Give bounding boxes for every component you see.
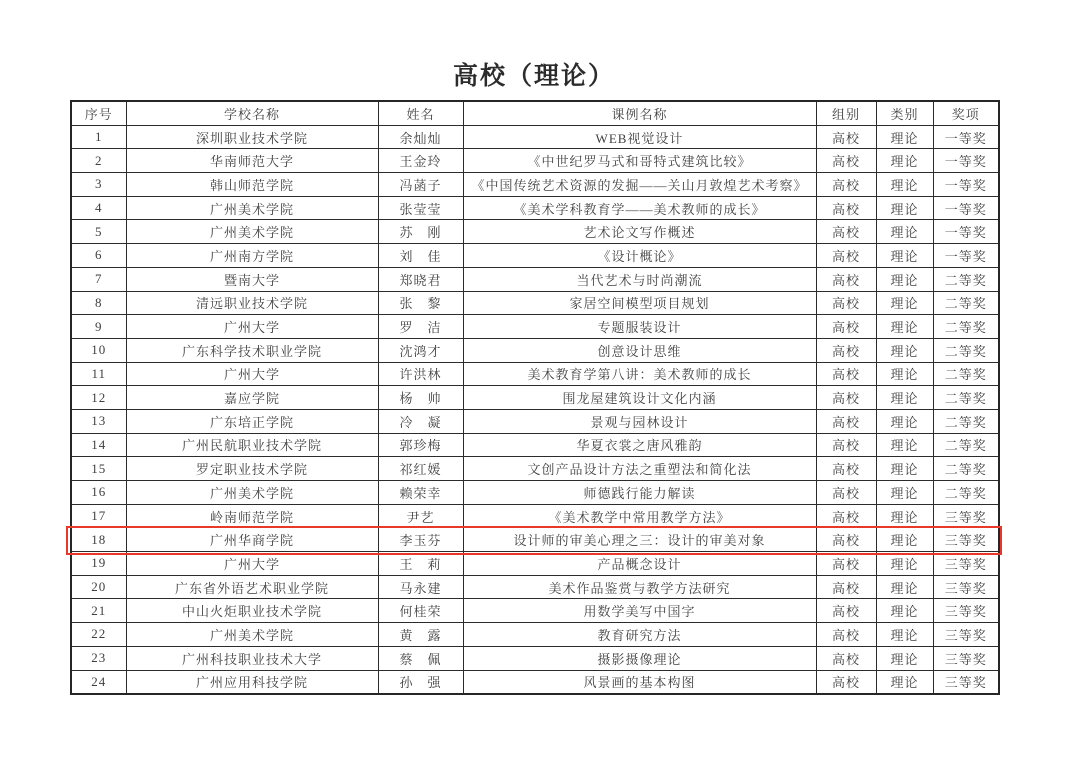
cell-award: 二等奖 <box>933 291 999 315</box>
cell-name: 何桂荣 <box>378 599 463 623</box>
cell-seq: 18 <box>71 528 126 552</box>
cell-seq: 4 <box>71 196 126 220</box>
cell-seq: 17 <box>71 504 126 528</box>
cell-course: WEB视觉设计 <box>463 125 816 149</box>
cell-seq: 7 <box>71 267 126 291</box>
cell-group: 高校 <box>816 623 876 647</box>
cell-course: 《中国传统艺术资源的发掘——关山月敦煌艺术考察》 <box>463 173 816 197</box>
cell-category: 理论 <box>876 481 933 505</box>
cell-seq: 12 <box>71 386 126 410</box>
cell-name: 苏 刚 <box>378 220 463 244</box>
cell-award: 二等奖 <box>933 267 999 291</box>
cell-name: 张 黎 <box>378 291 463 315</box>
cell-category: 理论 <box>876 315 933 339</box>
cell-category: 理论 <box>876 623 933 647</box>
cell-award: 二等奖 <box>933 433 999 457</box>
cell-seq: 24 <box>71 670 126 694</box>
cell-school: 广州美术学院 <box>126 481 378 505</box>
cell-name: 罗 洁 <box>378 315 463 339</box>
cell-school: 广东科学技术职业学院 <box>126 338 378 362</box>
table-row <box>71 575 999 599</box>
cell-school: 广东培正学院 <box>126 409 378 433</box>
cell-name: 杨 帅 <box>378 386 463 410</box>
cell-award: 三等奖 <box>933 623 999 647</box>
cell-group: 高校 <box>816 528 876 552</box>
cell-seq: 21 <box>71 599 126 623</box>
cell-course: 师德践行能力解读 <box>463 481 816 505</box>
cell-category: 理论 <box>876 646 933 670</box>
cell-course: 摄影摄像理论 <box>463 646 816 670</box>
column-header-name: 姓名 <box>378 101 463 125</box>
table-row <box>71 481 999 505</box>
page-title: 高校（理论） <box>452 63 615 90</box>
cell-award: 一等奖 <box>933 220 999 244</box>
table-row <box>71 623 999 647</box>
cell-group: 高校 <box>816 362 876 386</box>
cell-category: 理论 <box>876 149 933 173</box>
cell-course: 家居空间模型项目规划 <box>463 291 816 315</box>
table-row <box>71 433 999 457</box>
table-row <box>71 338 999 362</box>
cell-group: 高校 <box>816 220 876 244</box>
cell-name: 尹艺 <box>378 504 463 528</box>
table-row <box>71 315 999 339</box>
table-row <box>71 552 999 576</box>
cell-school: 广州大学 <box>126 552 378 576</box>
cell-category: 理论 <box>876 504 933 528</box>
cell-group: 高校 <box>816 125 876 149</box>
cell-group: 高校 <box>816 552 876 576</box>
cell-award: 三等奖 <box>933 646 999 670</box>
cell-group: 高校 <box>816 196 876 220</box>
table-row <box>71 125 999 149</box>
table-row <box>71 149 999 173</box>
cell-seq: 6 <box>71 244 126 268</box>
cell-school: 广州美术学院 <box>126 220 378 244</box>
cell-award: 三等奖 <box>933 670 999 694</box>
cell-award: 三等奖 <box>933 504 999 528</box>
cell-group: 高校 <box>816 457 876 481</box>
cell-course: 设计师的审美心理之三：设计的审美对象 <box>463 528 816 552</box>
cell-seq: 8 <box>71 291 126 315</box>
cell-group: 高校 <box>816 386 876 410</box>
cell-seq: 19 <box>71 552 126 576</box>
cell-name: 冯菡子 <box>378 173 463 197</box>
column-header-group: 组别 <box>816 101 876 125</box>
cell-award: 三等奖 <box>933 528 999 552</box>
cell-name: 郭珍梅 <box>378 433 463 457</box>
cell-name: 郑晓君 <box>378 267 463 291</box>
cell-name: 冷 凝 <box>378 409 463 433</box>
cell-category: 理论 <box>876 528 933 552</box>
cell-course: 文创产品设计方法之重塑法和简化法 <box>463 457 816 481</box>
cell-school: 华南师范大学 <box>126 149 378 173</box>
cell-name: 蔡 佩 <box>378 646 463 670</box>
cell-school: 罗定职业技术学院 <box>126 457 378 481</box>
cell-school: 广州应用科技学院 <box>126 670 378 694</box>
cell-course: 《设计概论》 <box>463 244 816 268</box>
cell-award: 一等奖 <box>933 196 999 220</box>
cell-school: 广州民航职业技术学院 <box>126 433 378 457</box>
cell-course: 艺术论文写作概述 <box>463 220 816 244</box>
cell-name: 许洪林 <box>378 362 463 386</box>
cell-group: 高校 <box>816 338 876 362</box>
column-header-seq: 序号 <box>71 101 126 125</box>
cell-school: 岭南师范学院 <box>126 504 378 528</box>
cell-name: 马永建 <box>378 575 463 599</box>
cell-school: 广州科技职业技术大学 <box>126 646 378 670</box>
cell-award: 三等奖 <box>933 599 999 623</box>
cell-name: 张莹莹 <box>378 196 463 220</box>
cell-school: 广州大学 <box>126 362 378 386</box>
cell-group: 高校 <box>816 291 876 315</box>
cell-group: 高校 <box>816 244 876 268</box>
cell-award: 二等奖 <box>933 362 999 386</box>
cell-name: 赖荣幸 <box>378 481 463 505</box>
cell-course: 风景画的基本构图 <box>463 670 816 694</box>
table-row <box>71 646 999 670</box>
cell-category: 理论 <box>876 457 933 481</box>
cell-category: 理论 <box>876 291 933 315</box>
table-row <box>71 528 999 552</box>
cell-group: 高校 <box>816 173 876 197</box>
cell-award: 二等奖 <box>933 315 999 339</box>
cell-seq: 1 <box>71 125 126 149</box>
column-header-category: 类别 <box>876 101 933 125</box>
cell-seq: 3 <box>71 173 126 197</box>
cell-course: 《中世纪罗马式和哥特式建筑比较》 <box>463 149 816 173</box>
cell-category: 理论 <box>876 196 933 220</box>
cell-school: 中山火炬职业技术学院 <box>126 599 378 623</box>
cell-seq: 5 <box>71 220 126 244</box>
table-header-row <box>71 101 999 125</box>
table-row <box>71 670 999 694</box>
cell-seq: 11 <box>71 362 126 386</box>
cell-category: 理论 <box>876 409 933 433</box>
table-row <box>71 457 999 481</box>
cell-award: 三等奖 <box>933 552 999 576</box>
cell-name: 李玉芬 <box>378 528 463 552</box>
cell-school: 暨南大学 <box>126 267 378 291</box>
cell-school: 广州大学 <box>126 315 378 339</box>
cell-award: 二等奖 <box>933 457 999 481</box>
cell-seq: 14 <box>71 433 126 457</box>
cell-category: 理论 <box>876 220 933 244</box>
table-row <box>71 386 999 410</box>
cell-name: 王 莉 <box>378 552 463 576</box>
cell-category: 理论 <box>876 599 933 623</box>
cell-school: 韩山师范学院 <box>126 173 378 197</box>
cell-seq: 2 <box>71 149 126 173</box>
cell-group: 高校 <box>816 504 876 528</box>
cell-course: 专题服装设计 <box>463 315 816 339</box>
cell-category: 理论 <box>876 267 933 291</box>
cell-category: 理论 <box>876 244 933 268</box>
cell-course: 用数学美写中国字 <box>463 599 816 623</box>
cell-name: 祁红媛 <box>378 457 463 481</box>
cell-category: 理论 <box>876 338 933 362</box>
cell-group: 高校 <box>816 599 876 623</box>
table-row <box>71 291 999 315</box>
cell-course: 景观与园林设计 <box>463 409 816 433</box>
cell-category: 理论 <box>876 362 933 386</box>
cell-seq: 13 <box>71 409 126 433</box>
cell-school: 广州南方学院 <box>126 244 378 268</box>
cell-group: 高校 <box>816 670 876 694</box>
cell-school: 广东省外语艺术职业学院 <box>126 575 378 599</box>
column-header-school: 学校名称 <box>126 101 378 125</box>
cell-course: 教育研究方法 <box>463 623 816 647</box>
cell-school: 广州华商学院 <box>126 528 378 552</box>
table-row <box>71 244 999 268</box>
cell-category: 理论 <box>876 552 933 576</box>
cell-seq: 16 <box>71 481 126 505</box>
cell-group: 高校 <box>816 575 876 599</box>
cell-course: 创意设计思维 <box>463 338 816 362</box>
cell-group: 高校 <box>816 646 876 670</box>
cell-group: 高校 <box>816 267 876 291</box>
cell-course: 产品概念设计 <box>463 552 816 576</box>
cell-seq: 22 <box>71 623 126 647</box>
cell-name: 余灿灿 <box>378 125 463 149</box>
table-row <box>71 409 999 433</box>
cell-category: 理论 <box>876 670 933 694</box>
cell-award: 一等奖 <box>933 125 999 149</box>
cell-category: 理论 <box>876 125 933 149</box>
cell-name: 沈鸿才 <box>378 338 463 362</box>
cell-award: 二等奖 <box>933 409 999 433</box>
cell-award: 三等奖 <box>933 575 999 599</box>
cell-name: 王金玲 <box>378 149 463 173</box>
cell-school: 广州美术学院 <box>126 196 378 220</box>
cell-school: 广州美术学院 <box>126 623 378 647</box>
cell-group: 高校 <box>816 409 876 433</box>
cell-category: 理论 <box>876 575 933 599</box>
cell-award: 二等奖 <box>933 338 999 362</box>
cell-group: 高校 <box>816 315 876 339</box>
cell-group: 高校 <box>816 149 876 173</box>
cell-name: 黄 露 <box>378 623 463 647</box>
cell-seq: 10 <box>71 338 126 362</box>
cell-seq: 23 <box>71 646 126 670</box>
cell-category: 理论 <box>876 433 933 457</box>
table-row <box>71 362 999 386</box>
cell-course: 《美术教学中常用教学方法》 <box>463 504 816 528</box>
cell-group: 高校 <box>816 433 876 457</box>
table-row <box>71 599 999 623</box>
cell-course: 美术作品鉴赏与教学方法研究 <box>463 575 816 599</box>
table-row <box>71 173 999 197</box>
cell-course: 华夏衣裳之唐风雅韵 <box>463 433 816 457</box>
cell-school: 深圳职业技术学院 <box>126 125 378 149</box>
cell-award: 二等奖 <box>933 386 999 410</box>
table-row <box>71 196 999 220</box>
cell-award: 一等奖 <box>933 149 999 173</box>
table-row <box>71 504 999 528</box>
column-header-course: 课例名称 <box>463 101 816 125</box>
cell-seq: 20 <box>71 575 126 599</box>
cell-seq: 9 <box>71 315 126 339</box>
cell-course: 当代艺术与时尚潮流 <box>463 267 816 291</box>
cell-seq: 15 <box>71 457 126 481</box>
cell-course: 围龙屋建筑设计文化内涵 <box>463 386 816 410</box>
cell-name: 刘 佳 <box>378 244 463 268</box>
cell-course: 美术教育学第八讲：美术教师的成长 <box>463 362 816 386</box>
cell-group: 高校 <box>816 481 876 505</box>
table-row <box>71 220 999 244</box>
cell-award: 一等奖 <box>933 244 999 268</box>
cell-school: 清远职业技术学院 <box>126 291 378 315</box>
column-header-award: 奖项 <box>933 101 999 125</box>
cell-category: 理论 <box>876 173 933 197</box>
cell-course: 《美术学科教育学——美术教师的成长》 <box>463 196 816 220</box>
cell-name: 孙 强 <box>378 670 463 694</box>
table-row <box>71 267 999 291</box>
awards-table <box>70 100 1000 695</box>
cell-award: 二等奖 <box>933 481 999 505</box>
cell-award: 一等奖 <box>933 173 999 197</box>
cell-school: 嘉应学院 <box>126 386 378 410</box>
cell-category: 理论 <box>876 386 933 410</box>
